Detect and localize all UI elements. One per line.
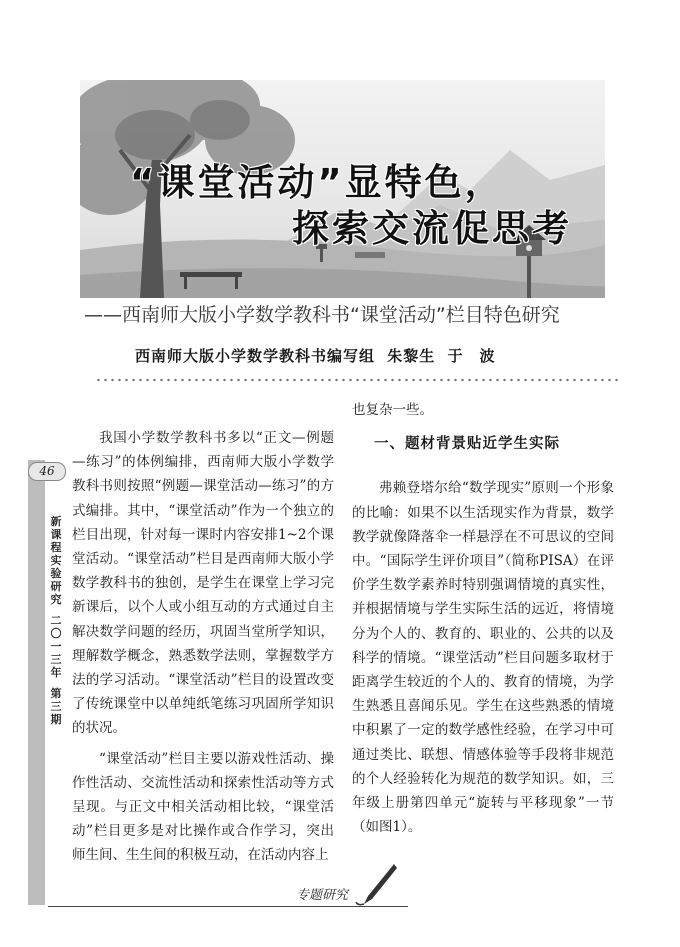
article-title-line-2: 探索交流促思考 bbox=[292, 207, 572, 250]
body-paragraph: “课堂活动”栏目主要以游戏性活动、操作性活动、交流性活动和探索性活动等方式呈现。与正文中相关活动相比较，“课堂活动”栏目更多是对比操作或合作学习，突出师生间、生生间的积极互动，在活动内容上 bbox=[72, 750, 334, 864]
page-number: 46 bbox=[28, 462, 66, 481]
journal-year: 二〇一三年 bbox=[50, 614, 62, 679]
author-name: 于 波 bbox=[447, 347, 496, 365]
body-paragraph: 弗赖登塔尔给“数学现实”原则一个形象的比喻：如果不以生活现实作为背景，数学教学就像降落伞一样悬浮在不可思议的空间中。“国际学生评价项目”（简称PISA）在评价学生数学素养时特别强调情境的真实性，并根据情境与学生实际生活的远近，将情境分为个人的、教育的、职业的、公共的以及科学的情境。“课堂活动”栏目问题多取材于距离学生较近的个人的、教育的情境，为学生熟悉且喜闻乐见。学生在这些熟悉的情境中积累了一定的数学感性经验，在学习中可通过类比、联想、情感体验等手段将非规范的个人经验转化为规范的数学知识。如，三年级上册第四单元“旋转与平移现象”一节（如图1）。 bbox=[352, 480, 614, 836]
pen-nib-icon bbox=[354, 862, 400, 908]
footer-section-label: 专题研究 bbox=[296, 888, 349, 903]
sidebar-strip bbox=[28, 460, 45, 905]
article-title-line-1: “课堂活动”显特色， bbox=[130, 161, 505, 204]
left-column bbox=[72, 426, 334, 868]
author-name: 朱黎生 bbox=[387, 347, 436, 365]
right-column bbox=[352, 398, 614, 839]
decorative-dotted-divider bbox=[95, 377, 620, 383]
author-line bbox=[135, 345, 502, 366]
author-group: 西南师大版小学数学教科书编写组 bbox=[135, 347, 376, 365]
journal-issue: 第三期 bbox=[50, 687, 62, 726]
body-paragraph: 我国小学数学教科书多以“正文—例题—练习”的体例编排，西南师大版小学数学教科书则按照“例题—课堂活动—练习”的方式编排。其中，“课堂活动”作为一个独立的栏目出现，针对每一课时内容安排1~2个课堂活动。“课堂活动”栏目是西南师大版小学数学教科书的独创，是学生在课堂上学习完新课后，以个人或小组互动的方式通过自主解决数学问题的经历，巩固当堂所学知识，理解数学概念，熟悉数学法则，掌握数学方法的学习活动。“课堂活动”栏目的设置改变了传统课堂中以单纯纸笔练习巩固所学知识的状况。 bbox=[72, 430, 334, 737]
journal-name: 新课程实验研究 bbox=[50, 515, 62, 606]
article-subtitle: ——西南师大版小学数学教科书“课堂活动”栏目特色研究 bbox=[84, 304, 560, 326]
section-heading: 一、题材背景贴近学生实际 bbox=[374, 436, 560, 453]
journal-info bbox=[47, 515, 65, 726]
body-paragraph-continuation: 也复杂一些。 bbox=[352, 402, 433, 418]
